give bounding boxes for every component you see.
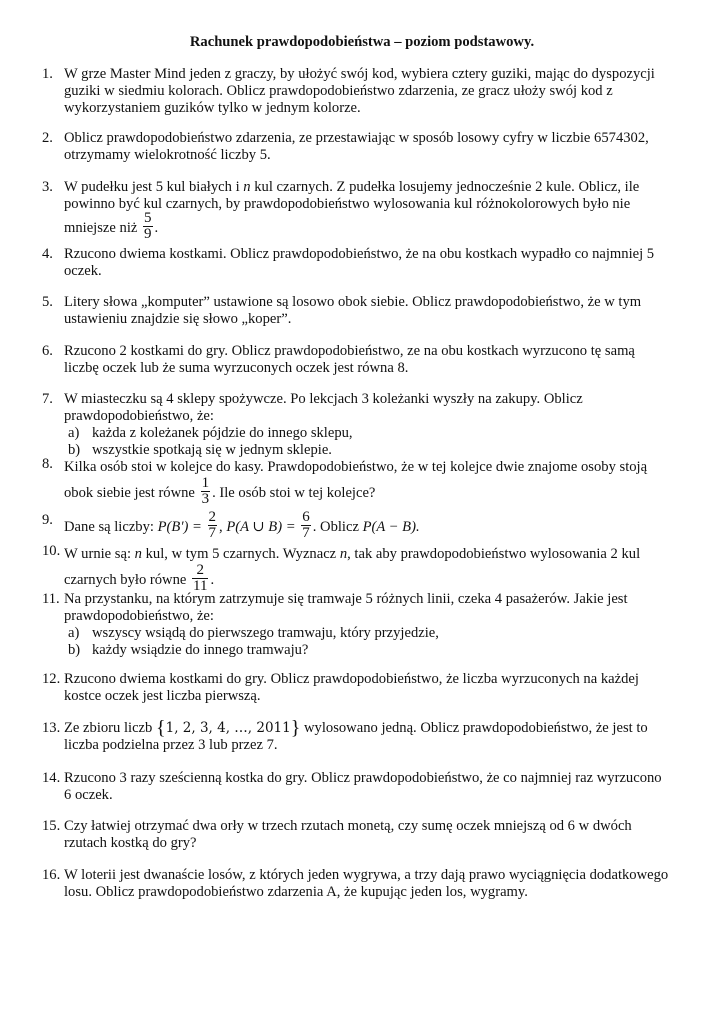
math-variable: n [339, 546, 348, 562]
problem-text: Rzucono 3 razy sześcienną kostka do gry. Oblicz prawdopodobieństwo, że co najmniej raz wyrzucono 6 oczek. [64, 770, 662, 803]
problem-text: W loterii jest dwanaście losów, z których jeden wygrywa, a trzy dają prawo wyciągnięcia dodatkowego losu. Oblicz prawdopodobieństwo zdarzenia A, że kupując jeden los, wygramy. [64, 867, 669, 900]
problem-text: W grze Master Mind jeden z graczy, by ułożyć swój kod, wybiera cztery guziki, mając do dyspozycji guziki w siedmiu kolorach. Oblicz prawdopodobieństwo zdarzenia, ze gracz ułoży swój kod z wykorzystaniem guzików tylko w jednym kolorze. [64, 66, 655, 116]
math-variable: n [134, 546, 142, 562]
problem-number: 16. [42, 867, 61, 883]
fraction-denominator: 7 [302, 525, 310, 541]
fraction-numerator: 2 [196, 562, 204, 578]
problem-number: 12. [42, 671, 61, 687]
problem-3 [42, 179, 670, 244]
problem-text [64, 509, 670, 543]
problem-6 [42, 343, 670, 377]
problem-11 [42, 591, 670, 659]
fraction [301, 510, 311, 541]
fraction [208, 510, 218, 541]
problem-number: 1. [42, 66, 53, 82]
problem-text-part: . Ile osób stoi w tej kolejce? [212, 484, 376, 501]
fraction-numerator: 6 [302, 509, 310, 525]
subpoint-label: a) [68, 425, 80, 441]
math-expression: P(A ∪ B) = [226, 518, 296, 535]
problem-text-part: . [154, 219, 159, 236]
problem-text: Na przystanku, na którym zatrzymuje się tramwaje 5 różnych linii, czeka 4 pasażerów. Jakie jest prawdopodobieństwo, że: [64, 591, 628, 624]
problem-text-part: Dane są liczby: [64, 518, 154, 535]
problem-number: 4. [42, 246, 53, 262]
subpoint-text: wszystkie spotkają się w jednym sklepie. [92, 442, 332, 458]
subpoint-a [70, 425, 670, 442]
problem-text: Litery słowa „komputer” ustawione są losowo obok siebie. Oblicz prawdopodobieństwo, że w tym ustawieniu znajdzie się słowo „koper”. [64, 294, 642, 327]
fraction [201, 476, 211, 507]
fraction-numerator: 2 [208, 509, 217, 525]
problem-number: 13. [42, 720, 61, 736]
subpoint-label: a) [68, 625, 80, 641]
problem-text-part: W urnie są: [64, 546, 132, 562]
fraction-denominator: 3 [201, 491, 210, 507]
problem-14 [42, 770, 670, 804]
problem-7 [42, 391, 670, 459]
set-brace-close: } [290, 717, 301, 739]
problem-9 [42, 509, 670, 543]
problem-text [64, 543, 670, 596]
math-expression: P(A − B). [362, 518, 420, 535]
subpoint-label: b) [68, 442, 81, 458]
problem-number: 2. [42, 130, 53, 146]
problem-13 [42, 717, 670, 754]
page-title: Rachunek prawdopodobieństwa – poziom podstawowy. [189, 34, 535, 50]
fraction-denominator: 7 [208, 525, 217, 541]
problem-1 [42, 66, 670, 117]
problem-text-part: . [210, 571, 215, 588]
fraction-denominator: 9 [144, 226, 152, 242]
fraction-numerator: 1 [201, 475, 210, 491]
problem-15 [42, 818, 670, 852]
problem-number: 10. [42, 543, 61, 559]
problem-text [64, 717, 670, 754]
subpoint-text: każda z koleżanek pójdzie do innego sklepu, [92, 425, 353, 441]
subpoint-a [70, 625, 670, 642]
problem-number: 14. [42, 770, 61, 786]
problem-text [64, 179, 670, 244]
problem-text-part: , tak aby prawdopodobieństwo wylosowania 2 kul czarnych było równe [64, 546, 641, 588]
math-variable: n [243, 179, 251, 195]
problem-8 [42, 456, 670, 509]
subpoint-b [70, 642, 670, 659]
math-expression: P(B′) = [157, 518, 202, 535]
problem-number: 6. [42, 343, 53, 359]
subpoint-label: b) [68, 642, 81, 658]
fraction-numerator: 5 [144, 210, 152, 226]
problem-text [64, 456, 670, 509]
number-set: 1, 2, 3, 4, …, 2011 [165, 720, 291, 736]
problem-text: W miasteczku są 4 sklepy spożywcze. Po lekcjach 3 koleżanki wyszły na zakupy. Oblicz prawdopodobieństwo, że: [64, 391, 583, 424]
problem-text-part: W pudełku jest 5 kul białych i [64, 179, 240, 195]
problem-number: 8. [42, 456, 53, 472]
problem-12 [42, 671, 670, 705]
problem-text-part: Kilka osób stoi w kolejce do kasy. Prawdopodobieństwo, że w tej kolejce dwie znajome osoby stoją obok siebie jest równe [64, 459, 648, 501]
set-brace-open: { [156, 717, 166, 739]
problem-text: Rzucono dwiema kostkami do gry. Oblicz prawdopodobieństwo, że liczba wyrzuconych na każdej kostce oczek jest liczba pierwszą. [64, 671, 639, 704]
fraction [143, 211, 153, 242]
problem-text: Oblicz prawdopodobieństwo zdarzenia, ze przestawiając w sposób losowy cyfry w liczbie 6574302, otrzymamy wielokrotność liczby 5. [64, 130, 649, 163]
problem-text-part: . Oblicz [312, 518, 359, 535]
subpoint-text: wszyscy wsiądą do pierwszego tramwaju, który przyjedzie, [92, 625, 439, 641]
problem-text: Czy łatwiej otrzymać dwa orły w trzech rzutach monetą, czy sumę oczek mniejszą od 6 w dwóch rzutach kostką do gry? [64, 818, 632, 851]
problem-number: 15. [42, 818, 61, 834]
problem-number: 11. [42, 591, 60, 607]
problem-number: 7. [42, 391, 53, 407]
problem-text-part: wylosowano jedną. Oblicz prawdopodobieństwo, że jest to liczba podzielna przez 3 lub przez 7. [64, 720, 648, 753]
problem-text-part: kul, w tym 5 czarnych. Wyznacz [145, 546, 337, 562]
problem-2 [42, 130, 670, 164]
problem-text-part: Ze zbioru liczb [64, 720, 153, 736]
problem-10 [42, 543, 670, 596]
problem-text: Rzucono 2 kostkami do gry. Oblicz prawdopodobieństwo, ze na obu kostkach wyrzucono tę samą liczbę oczek lub że suma wyrzuconych oczek jest równa 8. [64, 343, 635, 376]
fraction [192, 563, 208, 594]
problem-number: 9. [42, 512, 53, 528]
problem-text-part: kul czarnych. Z pudełka losujemy jednocześnie 2 kule. Oblicz, ile powinno być kul czarnych, by prawdopodobieństwo wylosowania kul różnokolorowych było nie mniejsze niż [64, 179, 640, 236]
fraction-denominator: 11 [193, 578, 208, 594]
problem-number: 3. [42, 179, 53, 195]
problem-number: 5. [42, 294, 53, 310]
problem-16 [42, 867, 670, 901]
problem-text: Rzucono dwiema kostkami. Oblicz prawdopodobieństwo, że na obu kostkach wypadło co najmniej 5 oczek. [64, 246, 655, 279]
problem-5 [42, 294, 670, 328]
problem-4 [42, 246, 670, 280]
separator: , [219, 518, 223, 535]
subpoint-text: każdy wsiądzie do innego tramwaju? [92, 642, 309, 658]
